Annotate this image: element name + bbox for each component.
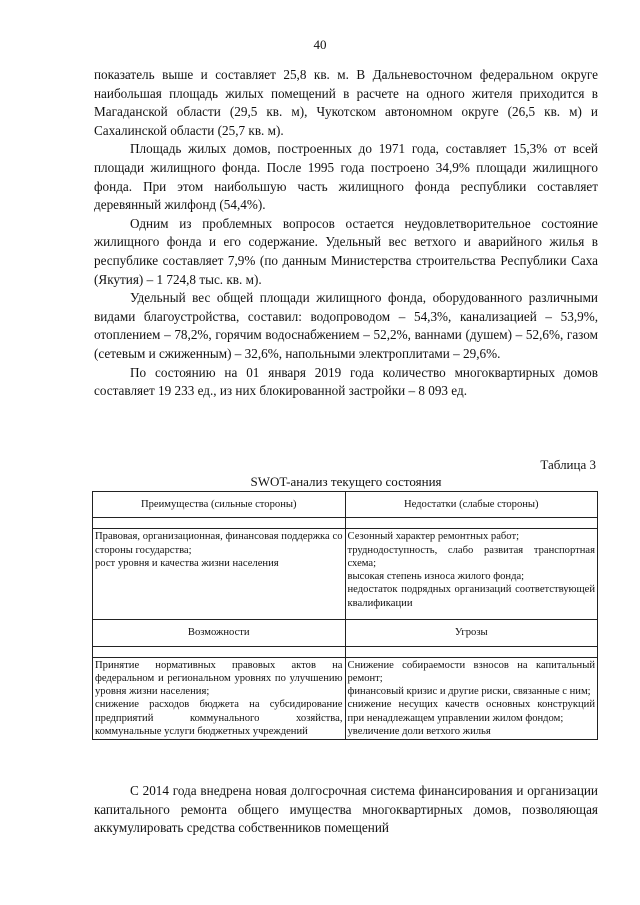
- list-item: финансовый кризис и другие риски, связанные с ним;: [347, 686, 591, 698]
- paragraph: Площадь жилых домов, построенных до 1971 года, составляет 15,3% от всей площади жилищного фонда. После 1995 года построено 34,9% площади жилищного фонда. При этом наибольшую часть жилищного фонда республики составляет деревянный жилфонд (54,4%).: [94, 141, 598, 213]
- body-text-bottom: [94, 782, 598, 838]
- paragraph: Одним из проблемных вопросов остается неудовлетворительное состояние жилищного фонда и его содержание. Удельный вес ветхого и аварийного жилья в республике составляет 7,9% (по данным Министерства строительства Республики Саха (Якутия) – 1 724,8 тыс. кв. м).: [94, 215, 598, 287]
- list-item: труднодоступность, слабо развитая транспортная схема;: [347, 544, 595, 569]
- table-title: SWOT-анализ текущего состояния: [250, 474, 442, 489]
- opportunities-cell: [93, 657, 346, 740]
- list-item: Принятие нормативных правовых актов на федеральном и региональном уровнях по улучшению уровня жизни населения;: [95, 659, 343, 698]
- strengths-cell: [93, 529, 346, 620]
- strengths-header: Преимущества (сильные стороны): [93, 492, 346, 518]
- list-item: Правовая, организационная, финансовая поддержка со стороны государства;: [95, 531, 343, 556]
- list-item: высокая степень износа жилого фонда;: [347, 571, 525, 583]
- opportunities-header: Возможности: [93, 620, 346, 646]
- paragraph: Удельный вес общей площади жилищного фонда, оборудованного различными видами благоустройства, составил: водопроводом – 54,3%, канализацией – 53,9%, отоплением – 78,2%, горячим водоснабжением – 52,2%, ваннами (душем) – 52,6%, газом (сетевым и сжиженным) – 32,6%, напольными электроплитами – 29,6%.: [94, 290, 598, 361]
- paragraph: С 2014 года внедрена новая долгосрочная система финансирования и организации капитального ремонта общего имущества многоквартирных домов, позволяющая аккумулировать средства собственников помещений: [94, 783, 598, 836]
- paragraph: По состоянию на 01 января 2019 года количество многоквартирных домов составляет 19 233 ед., из них блокированной застройки – 8 093 ед.: [94, 364, 598, 399]
- list-item: снижение несущих качеств основных конструкций при ненадлежащем управлении жилом фондом;: [347, 699, 595, 724]
- page-number: 40: [313, 37, 327, 52]
- paragraph: показатель выше и составляет 25,8 кв. м. В Дальневосточном федеральном округе наибольшая площадь жилых помещений в расчете на одного жителя приходится в Магаданской области (29,5 кв. м), Чукотском автономном округе (26,5 кв. м) и Сахалинской области (25,7 кв. м).: [94, 67, 598, 138]
- list-item: Сезонный характер ремонтных работ;: [347, 531, 520, 543]
- list-item: рост уровня и качества жизни населения: [95, 557, 279, 569]
- list-item: Снижение собираемости взносов на капитальный ремонт;: [347, 659, 595, 684]
- weaknesses-header: Недостатки (слабые стороны): [345, 492, 598, 518]
- table-caption: Таблица 3: [540, 457, 596, 472]
- swot-table: [92, 491, 598, 740]
- list-item: недостаток подрядных организаций соответствующей квалификации: [347, 584, 595, 609]
- list-item: снижение расходов бюджета на субсидирование предприятий коммунального хозяйства, коммунальные услуги бюджетных учреждений: [95, 699, 343, 738]
- threats-header: Угрозы: [345, 620, 598, 646]
- list-item: увеличение доли ветхого жилья: [347, 726, 491, 738]
- threats-cell: [345, 657, 598, 740]
- weaknesses-cell: [345, 529, 598, 620]
- body-text-top: [94, 66, 598, 401]
